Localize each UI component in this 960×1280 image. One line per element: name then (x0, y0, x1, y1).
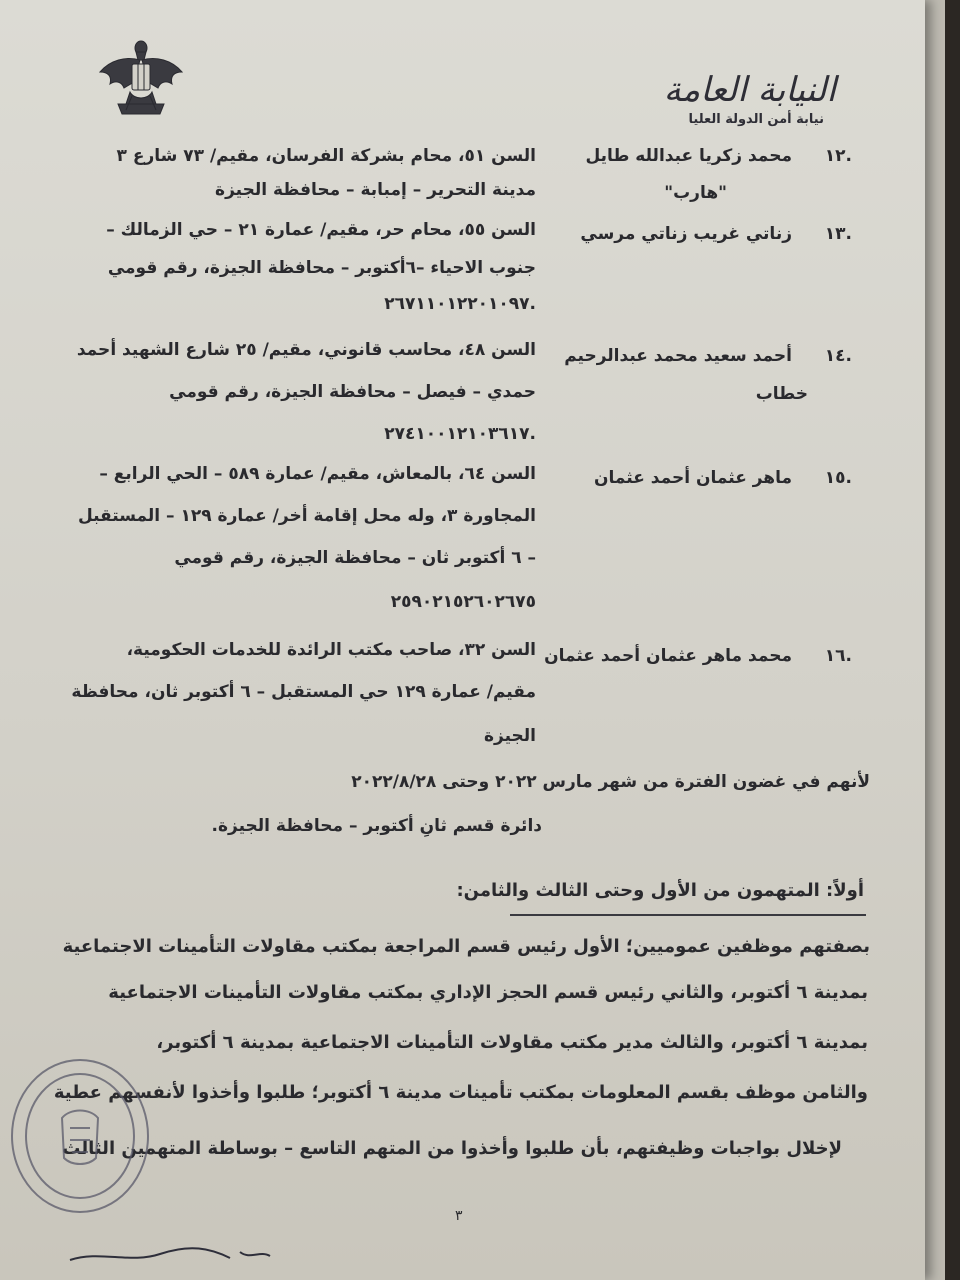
body-line: بمدينة ٦ أكتوبر، والثالث مدير مكتب مقاولات التأمينات الاجتماعية بمدينة ٦ أكتوبر، (156, 1032, 868, 1053)
defendant-name: محمد ماهر عثمان أحمد عثمان (544, 646, 792, 666)
defendant-name: زناتي غريب زناتي مرسي (580, 224, 792, 244)
defendant-name: ماهر عثمان أحمد عثمان (593, 468, 792, 488)
department-name: نيابة أمن الدولة العليا (688, 112, 824, 127)
defendant-details-line: السن ٥١، محام بشركة الفرسان، مقيم/ ٧٣ شارع ٣ (116, 146, 536, 166)
defendant-details-line: السن ٣٢، صاحب مكتب الرائدة للخدمات الحكومية، (126, 640, 536, 660)
period-line: لأنهم في غضون الفترة من شهر مارس ٢٠٢٢ وحتى ٢٠٢٢/٨/٢٨ (351, 772, 870, 792)
org-name: النيابة العامة (663, 70, 836, 110)
defendant-status: "هارب" (664, 183, 727, 203)
official-seal-icon (0, 1048, 150, 1218)
page-number: ٣ (455, 1208, 463, 1224)
defendant-details-line: السن ٥٥، محام حر، مقيم/ عمارة ٢١ – حي الزمالك – (106, 220, 536, 240)
defendant-number: ١٥. (824, 468, 852, 488)
section-heading: أولاً: المتهمون من الأول وحتى الثالث والثامن: (456, 880, 864, 901)
defendant-national-id: ٢٦٧١١٠١٢٢٠١٠٩٧. (384, 294, 536, 314)
defendant-number: ١٦. (824, 646, 852, 666)
defendant-name: محمد زكريا عبدالله طايل (585, 146, 792, 166)
defendant-details-line: الجيزة (483, 726, 536, 746)
body-line: بصفتهم موظفين عموميين؛ الأول رئيس قسم المراجعة بمكتب مقاولات التأمينات الاجتماعية (62, 936, 870, 957)
defendant-national-id: ٢٧٤١٠٠١٢١٠٣٦١٧. (384, 424, 536, 444)
defendant-details-line: مقيم/ عمارة ١٢٩ حي المستقبل – ٦ أكتوبر ثان، محافظة (71, 682, 536, 702)
defendant-name-cont: خطاب (755, 384, 808, 404)
body-line: لإخلال بواجبات وظيفتهم، بأن طلبوا وأخذوا من المتهم التاسع – بوساطة المتهمين الثالث (62, 1138, 842, 1159)
defendant-details-line: – ٦ أكتوبر ثان – محافظة الجيزة، رقم قومي (174, 548, 536, 568)
defendant-details-line: جنوب الاحياء –٦أكتوبر – محافظة الجيزة، رقم قومي (107, 258, 536, 278)
body-line: والثامن موظف بقسم المعلومات بمكتب تأمينات مدينة ٦ أكتوبر؛ طلبوا وأخذوا لأنفسهم عطية (53, 1082, 868, 1103)
defendant-number: ١٢. (824, 146, 852, 166)
defendant-details-line: حمدي – فيصل – محافظة الجيزة، رقم قومي (169, 382, 536, 402)
heading-underline (510, 914, 866, 916)
defendant-details-line: المجاورة ٣، وله محل إقامة أخر/ عمارة ١٢٩ – المستقبل (77, 506, 536, 526)
body-line: بمدينة ٦ أكتوبر، والثاني رئيس قسم الحجز الإداري بمكتب مقاولات التأمينات الاجتماعية (108, 982, 868, 1003)
defendant-number: ١٣. (824, 224, 852, 244)
defendant-name: أحمد سعيد محمد عبدالرحيم (564, 346, 792, 366)
defendant-details-line: السن ٤٨، محاسب قانوني، مقيم/ ٢٥ شارع الشهيد أحمد (76, 340, 536, 360)
defendant-details-line: السن ٦٤، بالمعاش، مقيم/ عمارة ٥٨٩ – الحي الرابع – (99, 464, 536, 484)
district-line: دائرة قسم ثانِ أكتوبر – محافظة الجيزة. (211, 816, 542, 836)
defendant-number: ١٤. (824, 346, 852, 366)
defendant-national-id: ٢٥٩٠٢١٥٢٦٠٢٦٧٥ (390, 592, 536, 612)
eagle-emblem-icon (96, 38, 186, 122)
signature-icon (60, 1230, 280, 1270)
defendant-details-line: مدينة التحرير – إمبابة – محافظة الجيزة (215, 180, 536, 200)
